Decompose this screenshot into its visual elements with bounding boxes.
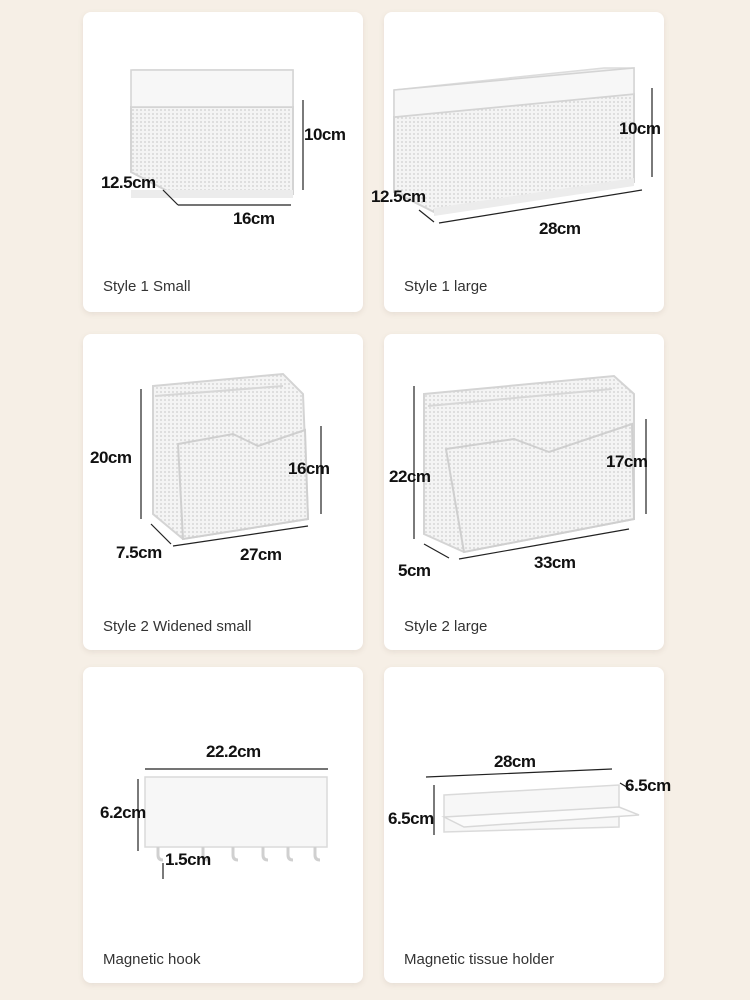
product-card-style1-small	[83, 12, 363, 312]
dim-depth: 7.5cm	[116, 543, 162, 562]
product-caption: Magnetic hook	[103, 951, 201, 968]
product-caption: Style 2 Widened small	[103, 618, 252, 635]
product-caption: Style 1 large	[404, 278, 488, 295]
dim-height: 6.5cm	[388, 809, 434, 828]
dim-front-height: 16cm	[288, 459, 330, 478]
dim-height: 22cm	[389, 467, 431, 486]
basket-large-illustration	[371, 12, 664, 312]
product-card-magnetic-hook	[83, 667, 363, 983]
file-holder-small-illustration	[83, 334, 363, 650]
dim-depth: 12.5cm	[371, 187, 426, 206]
basket-small-illustration	[83, 12, 363, 312]
dim-depth: 5cm	[398, 561, 431, 580]
dim-width: 22.2cm	[206, 742, 261, 761]
dim-height: 6.2cm	[100, 803, 146, 822]
product-caption: Magnetic tissue holder	[404, 951, 555, 968]
tissue-holder-illustration	[384, 667, 671, 983]
dim-width: 27cm	[240, 545, 282, 564]
dim-width: 28cm	[539, 219, 581, 238]
dim-width: 28cm	[494, 752, 536, 771]
product-card-style2-widened-small	[83, 334, 363, 650]
dim-width: 33cm	[534, 553, 576, 572]
dim-depth: 6.5cm	[625, 776, 671, 795]
file-holder-large-illustration	[384, 334, 664, 650]
dim-width: 16cm	[233, 209, 275, 228]
product-card-style1-large	[371, 12, 664, 312]
product-caption: Style 2 large	[404, 618, 488, 635]
product-card-style2-large	[384, 334, 664, 650]
magnetic-hook-illustration	[83, 667, 363, 983]
dim-height: 20cm	[90, 448, 132, 467]
dim-height: 10cm	[304, 125, 346, 144]
dim-front-height: 17cm	[606, 452, 648, 471]
dim-hook: 1.5cm	[165, 850, 211, 869]
product-caption: Style 1 Small	[103, 278, 191, 295]
product-card-magnetic-tissue-holder	[384, 667, 671, 983]
dim-height: 10cm	[619, 119, 661, 138]
dim-depth: 12.5cm	[101, 173, 156, 192]
